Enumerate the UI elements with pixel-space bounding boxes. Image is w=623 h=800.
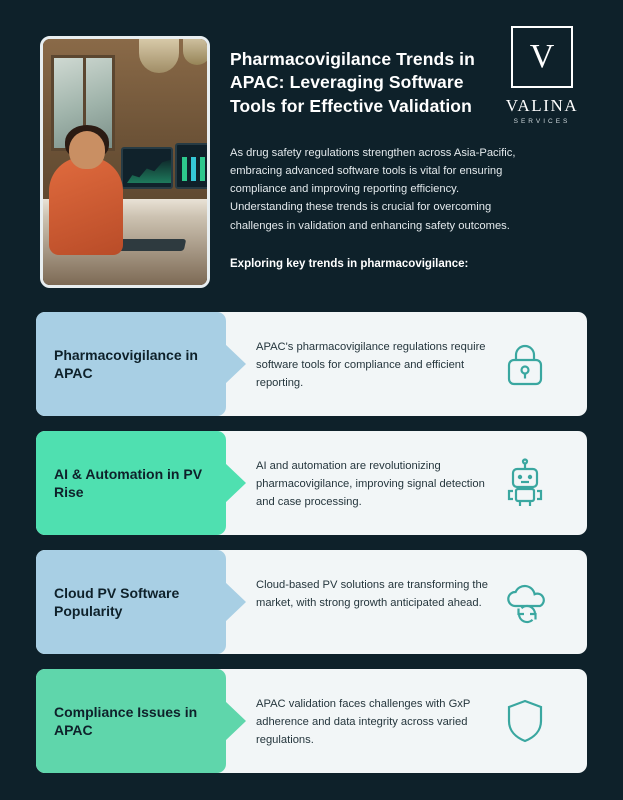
- photo-monitor-chart: [121, 147, 173, 189]
- header-section: [30, 26, 593, 284]
- logo-letter: V: [529, 38, 555, 75]
- trend-card-label: AI & Automation in PV Rise: [54, 465, 203, 500]
- cloud-sync-icon: [497, 574, 553, 630]
- section-subtitle: Exploring key trends in pharmacovigilance:: [230, 258, 469, 270]
- trend-card-label: Compliance Issues in APAC: [54, 703, 198, 738]
- lock-icon: [497, 336, 553, 392]
- logo-name: VALINA: [505, 96, 579, 115]
- photo-monitor-chart-graph: [127, 155, 171, 183]
- trend-card: [36, 669, 587, 773]
- trend-card-description: APAC validation faces challenges with GxP adherence and data integrity across varied regulations.: [256, 698, 471, 747]
- robot-icon: [497, 455, 553, 511]
- photo-monitor-bars: [175, 143, 207, 189]
- logo-mark: [511, 26, 573, 88]
- trend-card-label: Cloud PV Software Popularity: [54, 584, 180, 619]
- trend-card-tag: [36, 312, 226, 416]
- trend-card: [36, 431, 587, 535]
- trend-card: [36, 550, 587, 654]
- trend-card-tag: [36, 669, 226, 773]
- intro-paragraph: As drug safety regulations strengthen across Asia-Pacific, embracing advanced software tools is vital for ensuring compliance and improving reporting efficiency. Understanding these trends is crucial for overcoming challenges in validation and enhancing safety outcomes.: [230, 147, 516, 232]
- photo-person-head: [69, 131, 105, 169]
- trend-card-description: AI and automation are revolutionizing pharmacovigilance, improving signal detection and case processing.: [256, 460, 485, 509]
- trend-card: [36, 312, 587, 416]
- page-title: Pharmacovigilance Trends in APAC: Leveraging Software Tools for Effective Validation: [230, 49, 475, 116]
- trend-card-list: [36, 312, 587, 788]
- brand-logo: [499, 26, 585, 125]
- photo-person-body: [49, 157, 123, 255]
- logo-tagline: SERVICES: [513, 118, 571, 125]
- trend-card-label: Pharmacovigilance in APAC: [54, 346, 198, 381]
- hero-photo: [40, 36, 210, 288]
- photo-monitor-bar-graph: [182, 157, 207, 181]
- trend-card-tag: [36, 550, 226, 654]
- shield-icon: [497, 693, 553, 749]
- photo-lamp-two: [183, 39, 207, 65]
- photo-inner: [43, 39, 207, 285]
- trend-card-tag: [36, 431, 226, 535]
- trend-card-description: Cloud-based PV solutions are transforming the market, with strong growth anticipated ahead.: [256, 579, 488, 610]
- trend-card-description: APAC's pharmacovigilance regulations require software tools for compliance and efficient reporting.: [256, 341, 486, 390]
